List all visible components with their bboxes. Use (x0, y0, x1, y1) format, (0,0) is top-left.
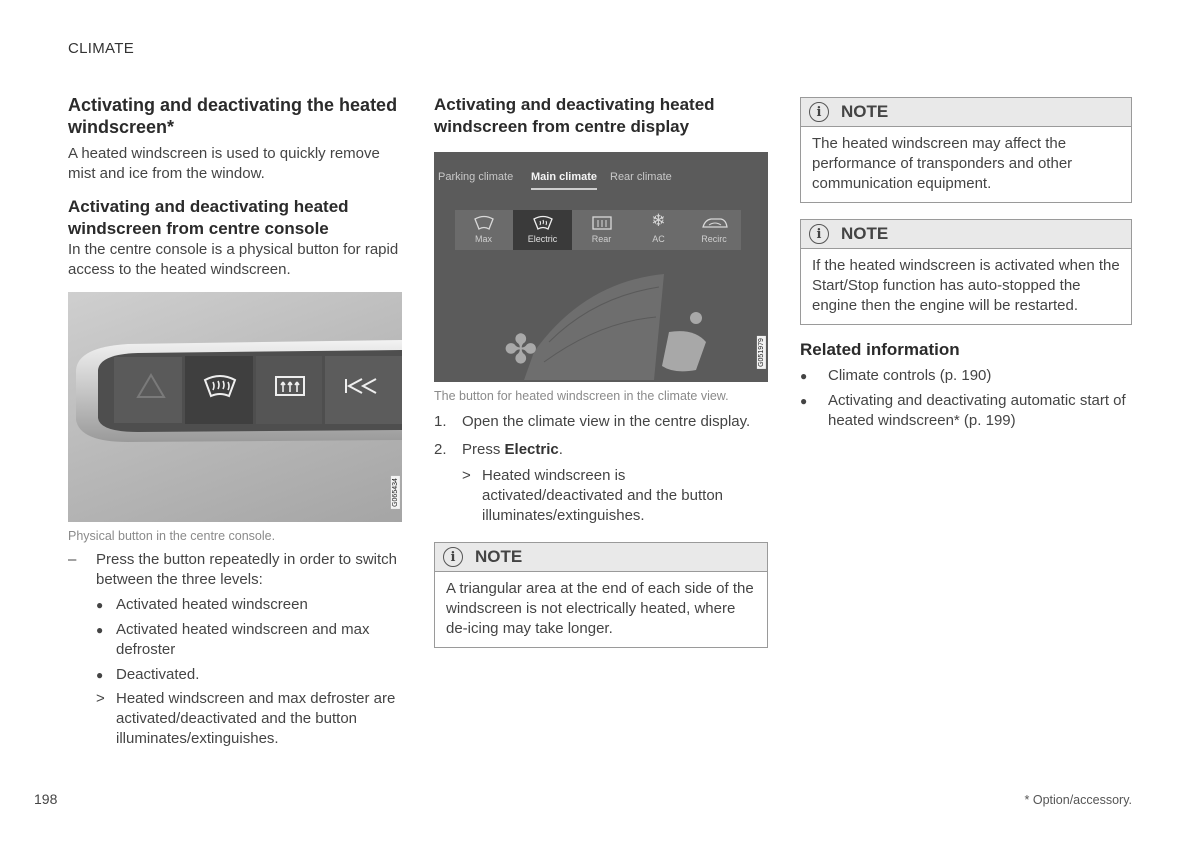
active-tab-indicator (531, 188, 597, 190)
note-header (801, 220, 1131, 249)
rear-defrost-icon (274, 374, 306, 400)
bullet-icon: ● (96, 668, 104, 682)
note-title: NOTE (841, 102, 889, 121)
console-button-photo (68, 292, 402, 522)
tab-main-climate[interactable]: Main climate (531, 171, 598, 183)
column-console (68, 94, 402, 749)
heated-windscreen-icon (202, 374, 238, 400)
figure-tag: G051979 (758, 338, 766, 367)
info-icon: i (809, 224, 829, 244)
max-defrost-icon (473, 215, 495, 231)
bullet-text: Activated heated windscreen and max defroster (116, 621, 370, 658)
column-display (434, 94, 768, 648)
figure-caption: The button for heated windscreen in the climate view. (434, 389, 729, 403)
bullet-item (68, 595, 402, 615)
step-text: Open the climate view in the centre display. (462, 413, 751, 430)
bullet-icon: ● (96, 598, 104, 612)
info-icon: i (809, 102, 829, 122)
rear-defrost-button[interactable] (573, 210, 630, 250)
column-notes (800, 97, 1132, 431)
ac-button[interactable] (631, 210, 686, 250)
result-marker: > (462, 467, 471, 484)
note-title: NOTE (475, 547, 523, 566)
numbered-step (434, 412, 768, 432)
step-item (68, 550, 402, 590)
note-title: NOTE (841, 224, 889, 243)
result-text: Heated windscreen is activated/deactivated and the button illuminates/extinguishes. (482, 467, 724, 524)
result-item (434, 466, 768, 526)
electric-label: Electric (527, 234, 558, 244)
page-title: Activating and deactivating the heated windscreen* (68, 95, 398, 137)
bullet-item (68, 665, 402, 685)
heated-windscreen-icon (532, 215, 554, 231)
step-number: 2. (434, 441, 447, 458)
step-text: Press the button repeatedly in order to switch between the three levels: (96, 551, 397, 588)
result-marker: > (96, 690, 105, 707)
related-link-text[interactable]: Activating and deactivating automatic start of heated windscreen* (p. 199) (828, 392, 1126, 429)
note-box (800, 97, 1132, 203)
figure-tag: G065434 (392, 478, 400, 507)
note-body: The heated windscreen may affect the performance of transponders and other communication equipment. (812, 135, 1073, 192)
tab-parking-climate[interactable]: Parking climate (438, 171, 514, 183)
recirc-button[interactable] (687, 210, 741, 250)
step-text-post: . (558, 441, 563, 458)
note-body: A triangular area at the end of each side of the windscreen is not electrically heated, where de-icing may take longer. (446, 580, 754, 637)
step-text-pre: Press (462, 441, 505, 458)
result-text: Heated windscreen and max defroster are activated/deactivated and the button illuminates/extinguishes. (116, 690, 396, 747)
related-link[interactable] (800, 366, 1132, 386)
section-header: CLIMATE (68, 40, 134, 57)
climate-screen-image (434, 152, 768, 382)
max-defrost-button[interactable] (455, 210, 512, 250)
note-header (435, 543, 767, 572)
console-intro: In the centre console is a physical button for rapid access to the heated windscreen. (68, 241, 399, 278)
recirculation-icon (701, 216, 729, 230)
step-text-bold: Electric (504, 441, 559, 458)
step-text (462, 440, 563, 460)
bullet-text: Deactivated. (116, 666, 200, 683)
bullet-icon: ● (800, 394, 808, 408)
figure-caption: Physical button in the centre console. (68, 529, 276, 543)
bullet-icon: ● (96, 623, 104, 637)
note-box (434, 542, 768, 648)
page-number: 198 (34, 791, 58, 807)
footnote: * Option/accessory. (1024, 793, 1132, 807)
subheading-console: Activating and deactivating heated windscreen from centre console (68, 197, 349, 238)
fan-icon: ✤ (504, 327, 538, 373)
info-icon: i (443, 547, 463, 567)
seat-illustration (434, 262, 768, 382)
recirc-label: Recirc (701, 234, 727, 244)
related-title: Related information (800, 340, 960, 359)
max-label: Max (474, 234, 492, 244)
rear-label: Rear (591, 234, 612, 244)
result-item (68, 689, 402, 749)
subheading-display: Activating and deactivating heated windscreen from centre display (434, 95, 715, 136)
intro-text: A heated windscreen is used to quickly remove mist and ice from the window. (68, 145, 380, 182)
bullet-item (68, 620, 402, 660)
ac-snowflake-icon: ❄ (651, 211, 666, 231)
tab-rear-climate[interactable]: Rear climate (610, 171, 672, 183)
bullet-text: Activated heated windscreen (116, 596, 308, 613)
bullet-icon: ● (800, 369, 808, 383)
note-box (800, 219, 1132, 325)
numbered-step (434, 440, 768, 460)
hazard-icon (136, 372, 166, 400)
step-number: 1. (434, 413, 447, 430)
electric-button[interactable] (513, 210, 572, 250)
related-link[interactable] (800, 391, 1132, 431)
note-body: If the heated windscreen is activated when the Start/Stop function has auto-stopped the engine then the engine will be restarted. (812, 257, 1120, 314)
step-marker: – (68, 551, 77, 568)
note-header (801, 98, 1131, 127)
rear-defrost-icon (591, 215, 613, 231)
skip-back-icon (344, 378, 378, 394)
ac-label: AC (652, 234, 665, 244)
related-link-text[interactable]: Climate controls (p. 190) (828, 367, 992, 384)
